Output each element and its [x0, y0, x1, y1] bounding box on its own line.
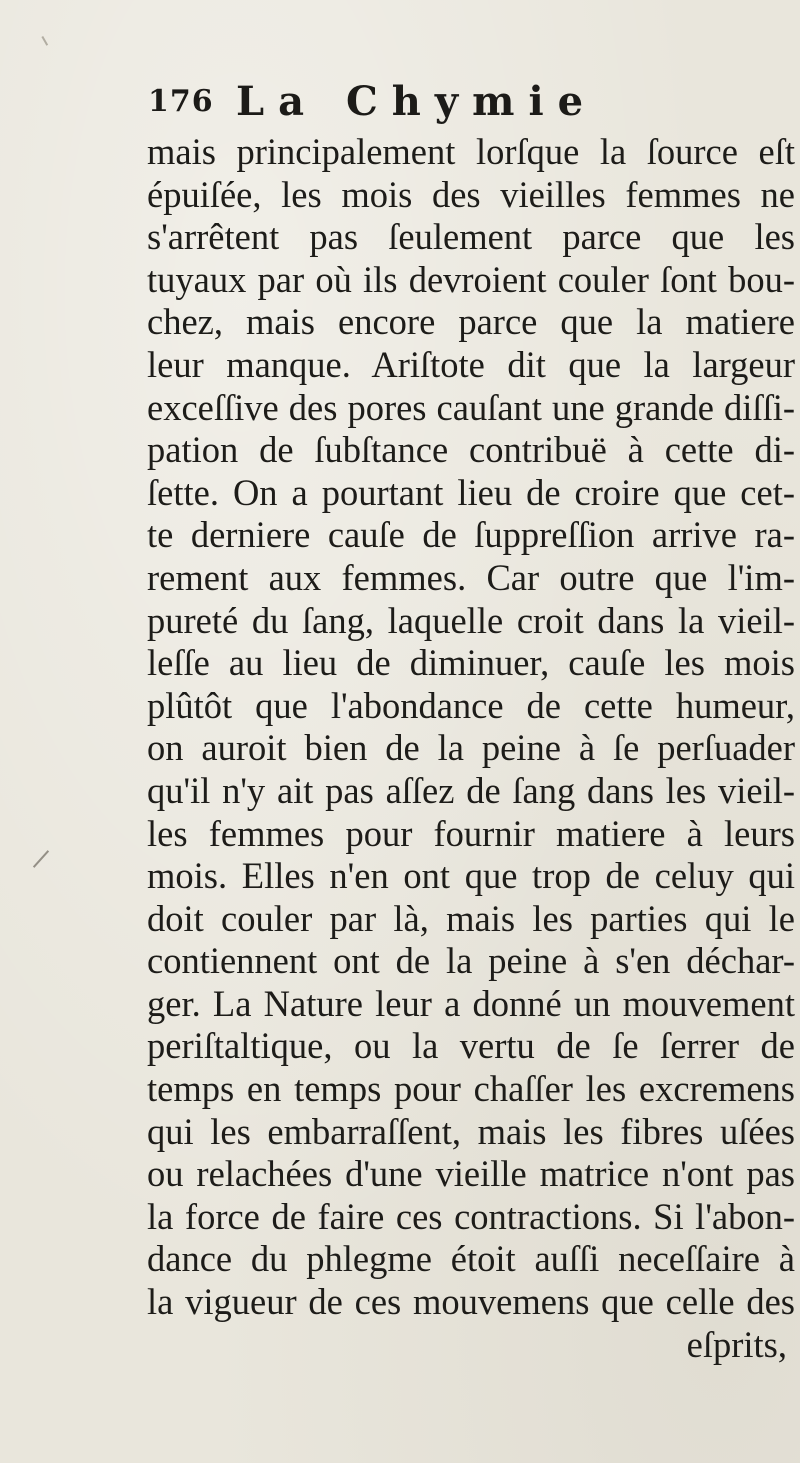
text-line: on auroit bien de la peine à ſe perſuader [147, 727, 795, 769]
text-line: qui les embarraſſent, mais les fibres uſées [147, 1110, 795, 1152]
text-line: dance du phlegme étoit auſſi neceſſaire à [147, 1238, 795, 1280]
text-line: les femmes pour fournir matiere à leurs [147, 812, 795, 854]
text-line: pation de ſubſtance contribuë à cette di- [147, 429, 795, 471]
text-line: ſette. On a pourtant lieu de croire que cet- [147, 471, 795, 513]
text-line: ger. La Nature leur a donné un mouvement [147, 982, 795, 1024]
text-line: s'arrêtent pas ſeulement parce que les [147, 216, 795, 258]
text-line: periſtaltique, ou la vertu de ſe ſerrer de [147, 1025, 795, 1067]
text-line: temps en temps pour chaſſer les excremens [147, 1068, 795, 1110]
text-line: te derniere cauſe de ſuppreſſion arrive ra- [147, 514, 795, 556]
text-line: qu'il n'y ait pas aſſez de ſang dans les vieil- [147, 769, 795, 811]
text-line: pureté du ſang, laquelle croit dans la vieil- [147, 599, 795, 641]
stray-mark [33, 850, 49, 868]
text-line: leur manque. Ariſtote dit que la largeur [147, 343, 795, 385]
text-line: contiennent ont de la peine à s'en déchar- [147, 940, 795, 982]
text-line: chez, mais encore parce que la matiere [147, 301, 795, 343]
text-line: ou relachées d'une vieille matrice n'ont pas [147, 1153, 795, 1195]
text-line: doit couler par là, mais les parties qui le [147, 897, 795, 939]
text-line: exceſſive des pores cauſant une grande diſſi- [147, 386, 795, 428]
text-line: la force de faire ces contractions. Si l'abon- [147, 1195, 795, 1237]
text-line: mais principalement lorſque la ſource eſt [147, 131, 795, 172]
text-line: épuiſée, les mois des vieilles femmes ne [147, 173, 795, 215]
catchword-line: eſprits, [686, 1323, 787, 1365]
page-header [148, 78, 708, 128]
stray-mark [42, 36, 48, 45]
text-line: leſſe au lieu de diminuer, cauſe les mois [147, 642, 795, 684]
body-text [147, 131, 795, 1366]
running-title: La Chymie [236, 78, 598, 125]
text-line: mois. Elles n'en ont que trop de celuy qui [147, 855, 795, 897]
text-line: rement aux femmes. Car outre que l'im- [147, 556, 795, 598]
text-line: plûtôt que l'abondance de cette humeur, [147, 684, 795, 726]
text-line: la vigueur de ces mouvemens que celle des [147, 1281, 795, 1323]
page-number: 176 [148, 84, 214, 119]
text-line: tuyaux par où ils devroient couler ſont bou- [147, 258, 795, 300]
